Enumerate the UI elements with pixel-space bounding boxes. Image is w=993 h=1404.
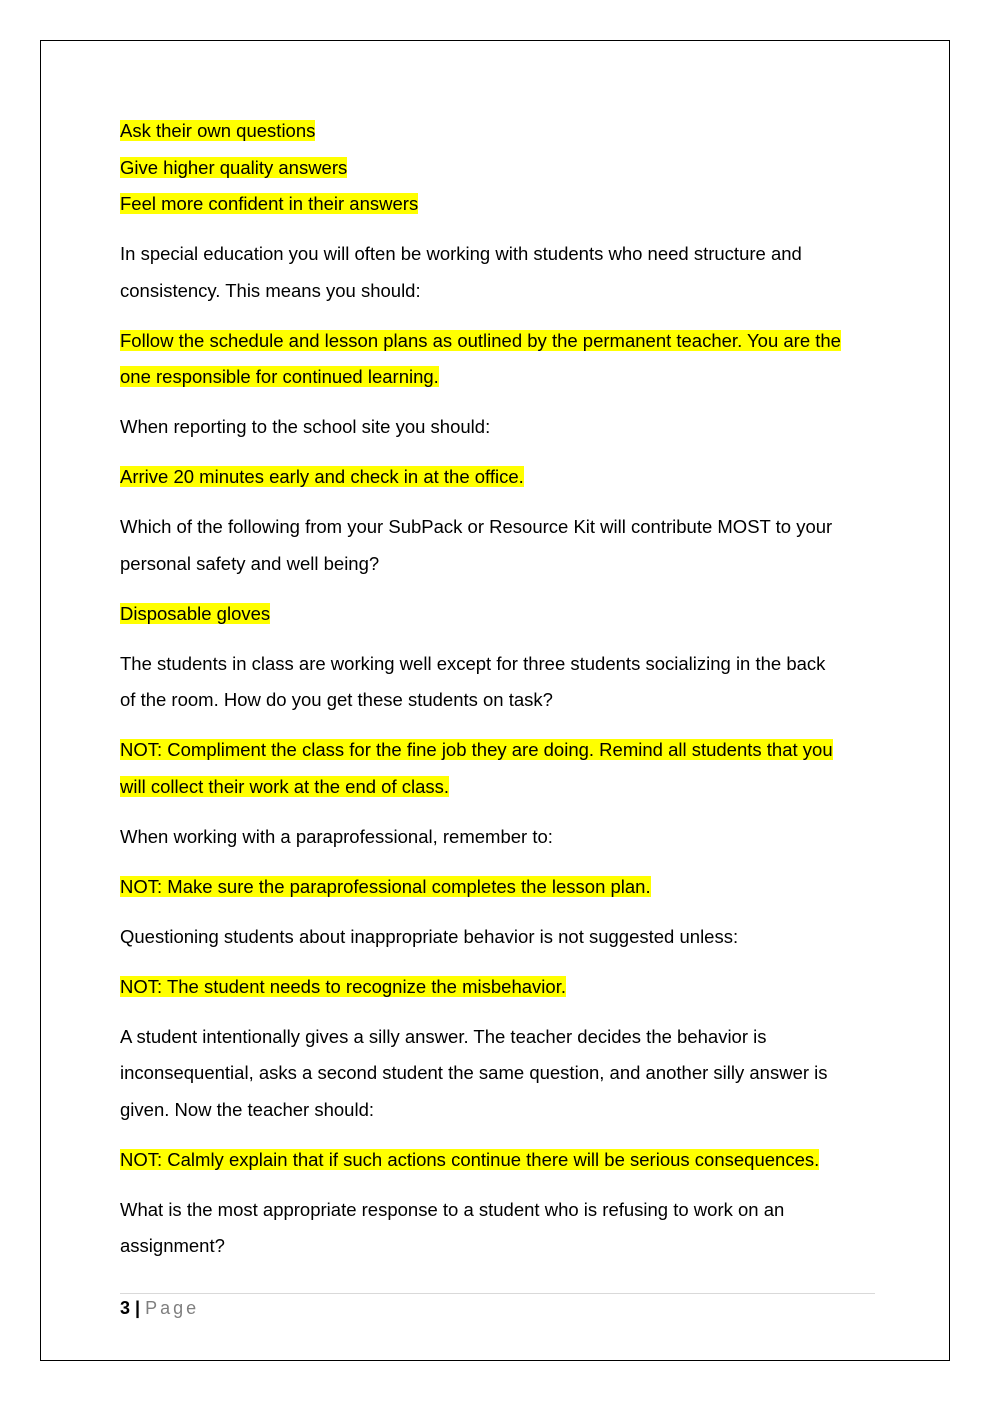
line-text: personal safety and well being? bbox=[120, 552, 380, 574]
question-line bbox=[120, 236, 880, 273]
question-line bbox=[120, 1019, 880, 1056]
line-text: Give higher quality answers bbox=[120, 156, 348, 178]
answer-line bbox=[120, 186, 880, 223]
line-text: given. Now the teacher should: bbox=[120, 1098, 375, 1120]
line-text: What is the most appropriate response to a student who is refusing to work on an bbox=[120, 1198, 785, 1220]
question-line bbox=[120, 919, 880, 956]
answer-paragraph bbox=[120, 869, 880, 906]
line-text: Feel more confident in their answers bbox=[120, 193, 419, 214]
line-text: In special education you will often be working with students who need structure and bbox=[120, 243, 802, 264]
line-text: consistency. This means you should: bbox=[120, 279, 421, 301]
answer-paragraph bbox=[120, 459, 880, 496]
page-label: Page bbox=[145, 1298, 200, 1318]
answer-line bbox=[120, 323, 880, 360]
question-paragraph bbox=[120, 409, 880, 446]
question-line bbox=[120, 646, 880, 683]
answer-line bbox=[120, 459, 880, 496]
line-text: Ask their own questions bbox=[120, 120, 316, 141]
question-line bbox=[120, 546, 880, 583]
footer-rule bbox=[120, 1293, 875, 1294]
line-text: Arrive 20 minutes early and check in at the office. bbox=[120, 466, 524, 487]
question-paragraph bbox=[120, 236, 880, 309]
document-body bbox=[120, 113, 880, 1265]
question-paragraph bbox=[120, 509, 880, 582]
paragraph-gap bbox=[120, 955, 880, 969]
line-text: The students in class are working well except for three students socializing in the back bbox=[120, 652, 826, 674]
answer-paragraph bbox=[120, 323, 880, 396]
answer-line bbox=[120, 869, 880, 906]
line-text: Questioning students about inappropriate behavior is not suggested unless: bbox=[120, 925, 739, 947]
line-text: Follow the schedule and lesson plans as outlined by the permanent teacher. You are the bbox=[120, 329, 841, 351]
paragraph-gap bbox=[120, 905, 880, 919]
question-paragraph bbox=[120, 1019, 880, 1129]
paragraph-gap bbox=[120, 582, 880, 596]
line-text: of the room. How do you get these students on task? bbox=[120, 689, 553, 710]
line-text: Which of the following from your SubPack or Resource Kit will contribute MOST to your bbox=[120, 516, 833, 537]
answer-paragraph bbox=[120, 969, 880, 1006]
paragraph-gap bbox=[120, 1178, 880, 1192]
line-text: NOT: Compliment the class for the fine job they are doing. Remind all students that you bbox=[120, 739, 833, 760]
answer-paragraph bbox=[120, 596, 880, 633]
line-text: NOT: The student needs to recognize the misbehavior. bbox=[120, 975, 566, 997]
paragraph-gap bbox=[120, 805, 880, 819]
question-paragraph bbox=[120, 819, 880, 856]
line-text: assignment? bbox=[120, 1235, 225, 1256]
footer-separator: | bbox=[135, 1298, 141, 1318]
paragraph-gap bbox=[120, 1128, 880, 1142]
answer-line bbox=[120, 732, 880, 769]
answer-line bbox=[120, 769, 880, 806]
answer-line bbox=[120, 359, 880, 396]
paragraph-gap bbox=[120, 446, 880, 460]
line-text: will collect their work at the end of class. bbox=[120, 775, 450, 797]
answer-line bbox=[120, 113, 880, 150]
line-text: When working with a paraprofessional, remember to: bbox=[120, 825, 553, 847]
answer-paragraph bbox=[120, 186, 880, 223]
question-line bbox=[120, 819, 880, 856]
answer-paragraph bbox=[120, 732, 880, 805]
question-paragraph bbox=[120, 646, 880, 719]
question-line bbox=[120, 273, 880, 310]
question-line bbox=[120, 409, 880, 446]
line-text: one responsible for continued learning. bbox=[120, 366, 439, 387]
paragraph-gap bbox=[120, 1005, 880, 1019]
line-text: NOT: Calmly explain that if such actions continue there will be serious consequences. bbox=[120, 1148, 820, 1170]
paragraph-gap bbox=[120, 309, 880, 323]
answer-line bbox=[120, 150, 880, 187]
question-line bbox=[120, 1055, 880, 1092]
line-text: A student intentionally gives a silly answer. The teacher decides the behavior is bbox=[120, 1025, 767, 1047]
paragraph-gap bbox=[120, 396, 880, 410]
answer-line bbox=[120, 596, 880, 633]
question-line bbox=[120, 1228, 880, 1265]
question-line bbox=[120, 1192, 880, 1229]
paragraph-gap bbox=[120, 719, 880, 733]
question-line bbox=[120, 682, 880, 719]
page-footer bbox=[120, 1296, 199, 1320]
line-text: inconsequential, asks a second student the same question, and another silly answer is bbox=[120, 1062, 828, 1083]
paragraph-gap bbox=[120, 496, 880, 510]
line-text: NOT: Make sure the paraprofessional completes the lesson plan. bbox=[120, 875, 651, 897]
line-text: When reporting to the school site you should: bbox=[120, 416, 491, 437]
answer-line bbox=[120, 969, 880, 1006]
answer-paragraph bbox=[120, 150, 880, 187]
answer-line bbox=[120, 1142, 880, 1179]
paragraph-gap bbox=[120, 223, 880, 237]
answer-paragraph bbox=[120, 1142, 880, 1179]
answer-paragraph bbox=[120, 113, 880, 150]
line-text: Disposable gloves bbox=[120, 602, 271, 624]
question-paragraph bbox=[120, 1192, 880, 1265]
question-line bbox=[120, 1092, 880, 1129]
page-number: 3 bbox=[120, 1298, 131, 1318]
paragraph-gap bbox=[120, 855, 880, 869]
question-line bbox=[120, 509, 880, 546]
question-paragraph bbox=[120, 919, 880, 956]
paragraph-gap bbox=[120, 632, 880, 646]
